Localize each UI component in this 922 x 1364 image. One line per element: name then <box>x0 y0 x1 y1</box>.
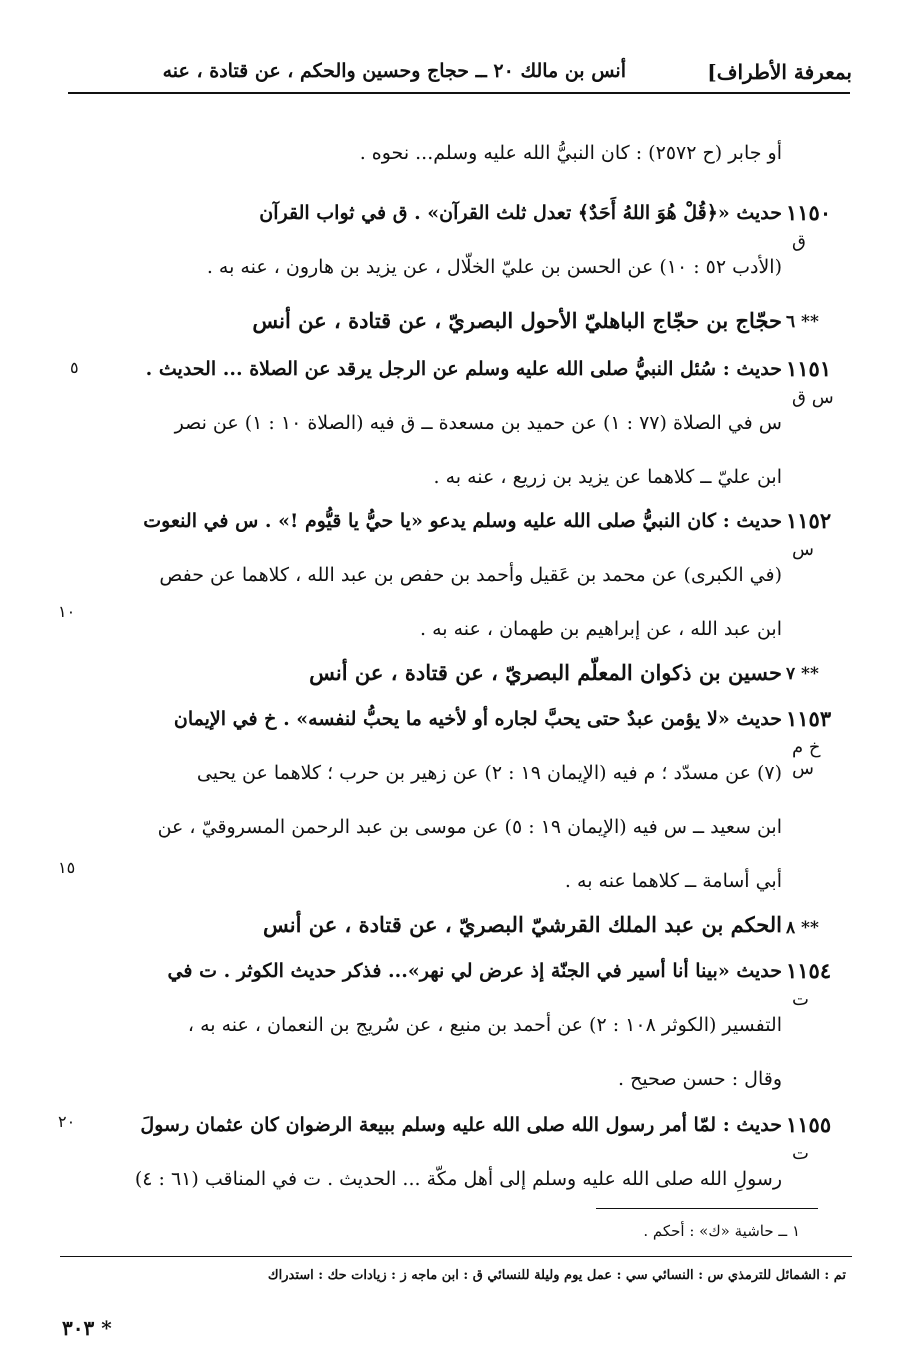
hadith-source-code: ق <box>792 231 806 252</box>
text-line: أبي أسامة ــ كلاهما عنه به . <box>564 870 782 892</box>
text-line: (الأدب ٥٢ : ١٠) عن الحسن بن عليّ الخلّال ، عن يزيد بن هارون ، عنه به . <box>206 256 782 278</box>
footnote: ١ ــ حاشية «ك» : أحكم . <box>643 1222 800 1240</box>
narrator-heading: الحكم بن عبد الملك القرشيّ البصريّ ، عن قتادة ، عن أنس <box>262 912 782 937</box>
page-number: ٣٠٣ * <box>62 1316 112 1340</box>
narrator-heading: حجّاج بن حجّاج الباهليّ الأحول البصريّ ، عن قتادة ، عن أنس <box>252 308 782 333</box>
header-middle-title: أنس بن مالك ٢٠ ــ حجاج وحسين والحكم ، عن قتادة ، عنه <box>162 60 626 82</box>
text-line: ابن عليّ ــ كلاهما عن يزيد بن زريع ، عنه به . <box>433 466 782 488</box>
hadith-source-code: ت <box>792 1143 809 1164</box>
hadith-number-value: ١١٥١ <box>786 356 832 381</box>
text-line: ابن عبد الله ، عن إبراهيم بن طهمان ، عنه به . <box>420 618 782 640</box>
hadith-number-value: ١١٥٠ <box>786 200 832 225</box>
line-number-marker: ١٥ <box>58 858 76 877</box>
narrator-heading: حسين بن ذكوان المعلّم البصريّ ، عن قتادة ، عن أنس <box>309 660 782 685</box>
hadith-source-code: خ م س <box>792 737 821 779</box>
running-header <box>66 58 852 90</box>
text-line: (في الكبرى) عن محمد بن عَقيل وأحمد بن حفص بن عبد الله ، كلاهما عن حفص <box>159 564 782 586</box>
text-line: حديث «لا يؤمن عبدٌ حتى يحبَّ لجاره أو لأخيه ما يحبُّ لنفسه» . خ في الإيمان <box>173 708 782 730</box>
text-line: حديث : لمّا أمر رسول الله صلى الله عليه وسلم ببيعة الرضوان كان عثمان رسولَ <box>140 1114 782 1136</box>
line-number-marker: ١٠ <box>58 602 76 621</box>
hadith-number <box>786 1112 848 1164</box>
hadith-text <box>94 692 782 908</box>
text-line: أو جابر (ح ٢٥٧٢) : كان النبيُّ الله عليه وسلم... نحوه . <box>359 142 782 164</box>
hadith-text <box>94 186 782 294</box>
hadith-number-value: ١١٥٤ <box>786 958 832 983</box>
hadith-number <box>786 508 848 560</box>
narrator-number: ٧ ** <box>786 664 819 684</box>
text-line: حديث «بينا أنا أسير في الجنّة إذ عرض لي نهر»... فذكر حديث الكوثر . ت في <box>167 960 782 982</box>
hadith-text <box>94 944 782 1106</box>
line-number-marker: ٢٠ <box>58 1112 76 1131</box>
hadith-number-value: ١١٥٣ <box>786 706 832 731</box>
text-line: رسولِ الله صلى الله عليه وسلم إلى أهل مكّة ... الحديث . ت في المناقب (٦١ : ٤) <box>134 1168 782 1190</box>
text-line: س في الصلاة (٧٧ : ١) عن حميد بن مسعدة ــ ق فيه (الصلاة ١٠ : ١) عن نصر <box>174 412 782 434</box>
text-line: (٧) عن مسدّد ؛ م فيه (الإيمان ١٩ : ٢) عن زهير بن حرب ؛ كلاهما عن يحيى <box>196 762 782 784</box>
hadith-number <box>786 706 848 779</box>
text-line: وقال : حسن صحيح . <box>617 1068 782 1090</box>
hadith-number-value: ١١٥٥ <box>786 1112 832 1137</box>
text-line: حديث : سُئل النبيُّ صلى الله عليه وسلم عن الرجل يرقد عن الصلاة ... الحديث . <box>145 358 782 380</box>
header-right-title: بمعرفة الأطراف] <box>707 60 852 84</box>
text-line: حديث «﴿قُلْ هُوَ اللهُ أَحَدٌ﴾ تعدل ثلث القرآن» . ق في ثواب القرآن <box>259 202 782 224</box>
footnote-rule <box>596 1208 818 1209</box>
narrator-number: ٦ ** <box>786 312 819 332</box>
hadith-source-code: س ق <box>792 387 834 408</box>
hadith-text <box>94 342 782 504</box>
hadith-number <box>786 958 848 1010</box>
line-number-marker: ٥ <box>70 358 79 377</box>
hadith-number-value: ١١٥٢ <box>786 508 832 533</box>
abbreviation-legend: تم : الشمائل للترمذي س : النسائي سي : عمل يوم وليلة للنسائي ق : ابن ماجه ز : زيادات حك : استدراك <box>267 1268 846 1283</box>
text-line: التفسير (الكوثر ١٠٨ : ٢) عن أحمد بن منيع ، عن سُريج بن النعمان ، عنه به ، <box>187 1014 782 1036</box>
narrator-number: ٨ ** <box>786 918 819 938</box>
header-rule <box>68 92 850 94</box>
hadith-number <box>786 356 848 408</box>
hadith-source-code: ت <box>792 989 809 1010</box>
hadith-source-code: س <box>792 539 814 560</box>
hadith-text <box>94 1098 782 1206</box>
text-line: حديث : كان النبيُّ صلى الله عليه وسلم يدعو «يا حيُّ يا قيُّوم !» . س في النعوت <box>143 510 782 532</box>
hadith-text <box>94 494 782 656</box>
text-line: ابن سعيد ــ س فيه (الإيمان ١٩ : ٥) عن موسى بن عبد الرحمن المسروقيّ ، عن <box>157 816 782 838</box>
legend-rule <box>60 1256 852 1257</box>
hadith-number <box>786 200 848 252</box>
entry-text <box>94 126 782 180</box>
